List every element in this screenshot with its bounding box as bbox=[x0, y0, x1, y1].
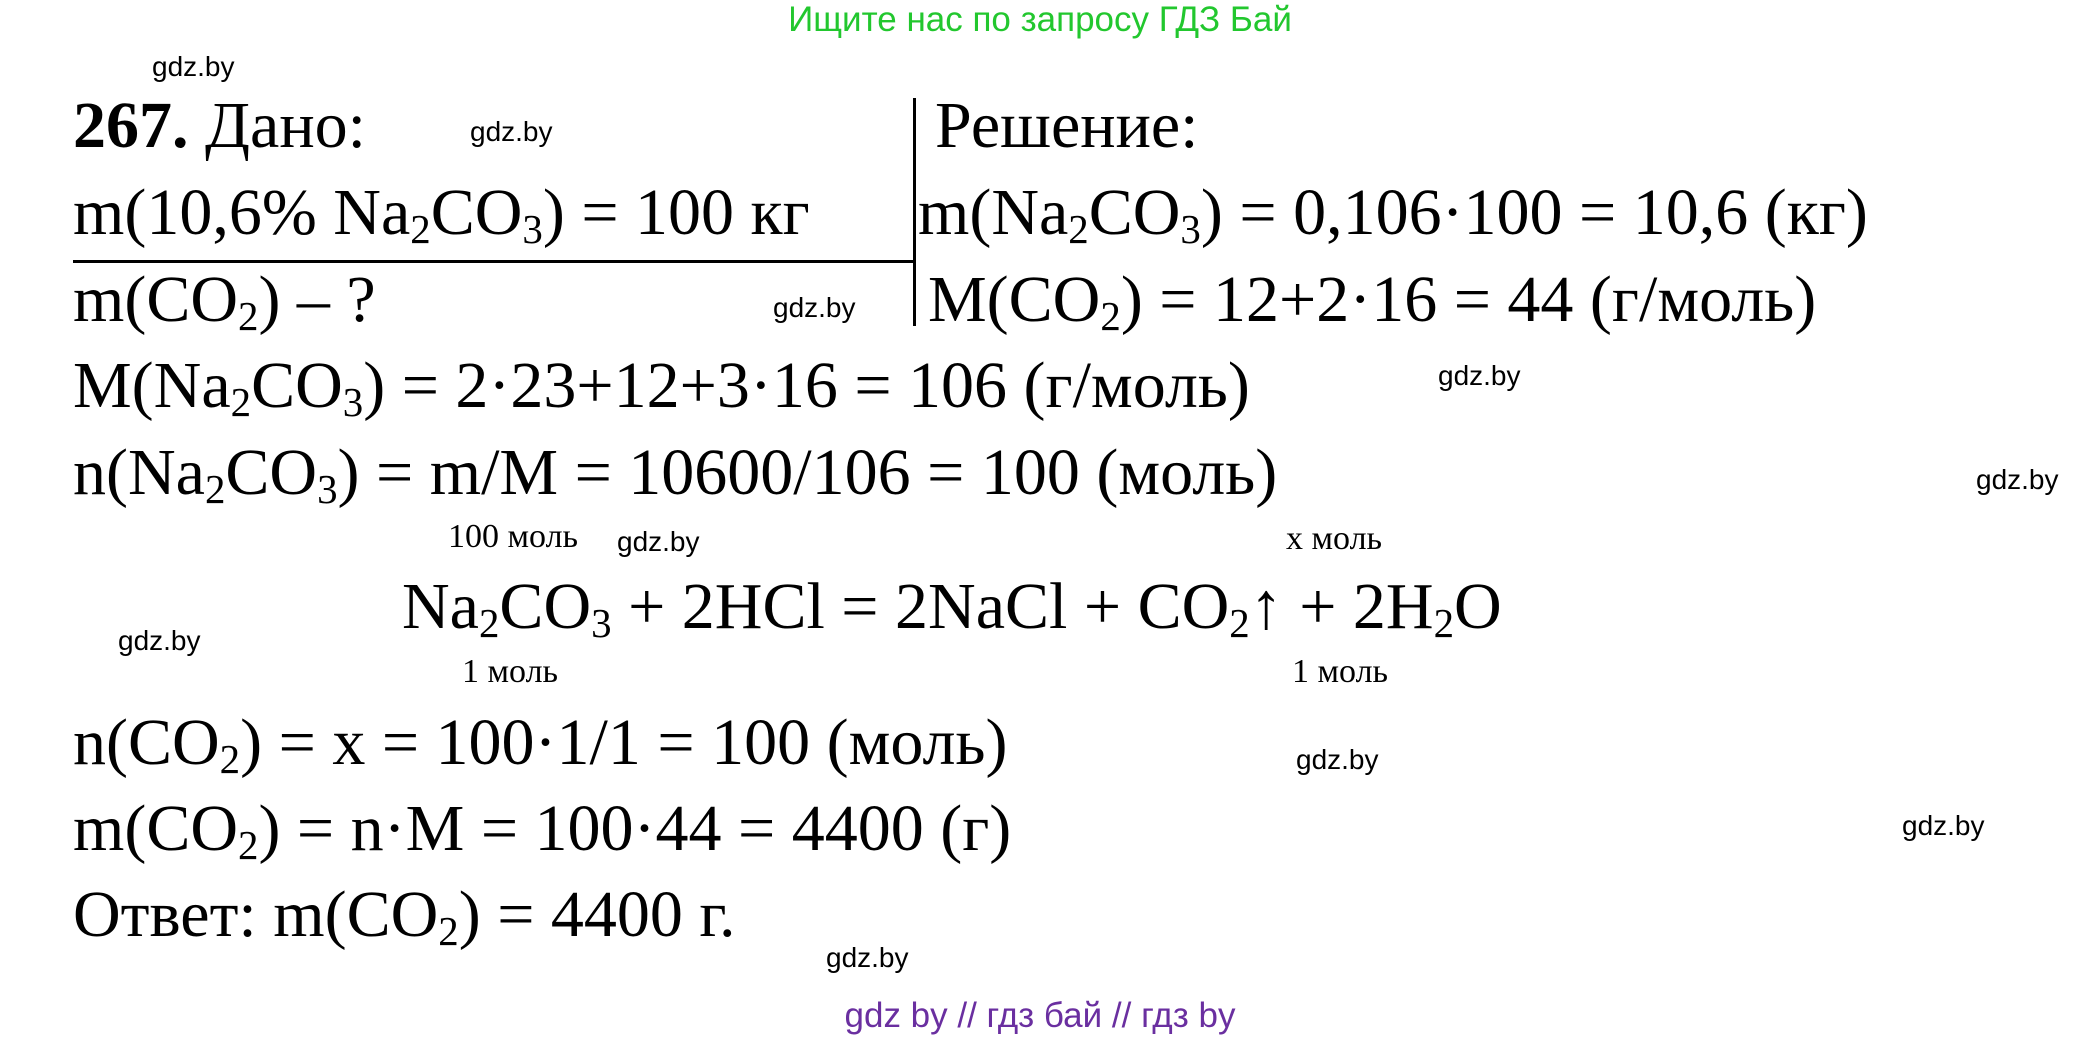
problem-number: 267. bbox=[73, 89, 189, 162]
find-co2: $m(CO_2)$ – ? bbox=[73, 263, 376, 339]
answer: Ответ: $m(CO_2) = 4400$ г. bbox=[73, 878, 736, 954]
given-label: Дано: bbox=[205, 89, 366, 162]
watermark: gdz.by bbox=[826, 942, 909, 973]
watermark: gdz.by bbox=[773, 292, 856, 323]
watermark: gdz.by bbox=[617, 526, 700, 557]
solution-label: Решение: bbox=[935, 89, 1199, 162]
reaction-equation: $Na_2CO_3 + 2HCl$ = 2NaCl + $CO_2↑ + 2H_2O$ bbox=[402, 570, 1502, 646]
reaction-below-left: 1 моль bbox=[462, 653, 559, 690]
watermark: gdz.by bbox=[152, 51, 235, 82]
top-banner: Ищите нас по запросу ГДЗ Бай bbox=[788, 0, 1292, 39]
solution-divider-vertical bbox=[913, 98, 916, 326]
molar-mass-co2: $M(CO_2) = 12+2\cdot 16 = 44$ (г/моль) bbox=[928, 263, 1817, 339]
moles-na2co3: $n(Na_2CO_3) = m/M = 10600/106 = 100$ (моль) bbox=[73, 436, 1278, 512]
moles-co2: $n(CO_2) = x = 100\cdot 1/1 = 100$ (моль) bbox=[73, 706, 1008, 782]
watermark: gdz.by bbox=[1296, 744, 1379, 775]
watermark: gdz.by bbox=[1902, 810, 1985, 841]
given-header bbox=[73, 89, 366, 162]
solution-mass-na2co3: $m(Na_2CO_3) = 0,106\cdot 100 = 10,6$ (кг) bbox=[918, 176, 1868, 252]
bottom-banner: gdz by // гдз бай // гдз by bbox=[844, 996, 1236, 1035]
watermark: gdz.by bbox=[1976, 464, 2059, 495]
molar-mass-na2co3: $M(Na_2CO_3) = 2\cdot 23+12+3\cdot 16 = 106$ (г/моль) bbox=[73, 349, 1250, 425]
given-mass: m(10,6% $Na_2CO_3) = 100$ кг bbox=[73, 176, 810, 252]
watermark: gdz.by bbox=[118, 625, 201, 656]
watermark: gdz.by bbox=[1438, 360, 1521, 391]
watermark: gdz.by bbox=[470, 116, 553, 147]
reaction-above-left: 100 моль bbox=[448, 518, 579, 555]
mass-co2: $m(CO_2) = n\cdot M = 100\cdot 44 = 4400$ (г) bbox=[73, 792, 1012, 868]
reaction-above-right: x моль bbox=[1286, 520, 1383, 557]
reaction-below-right: 1 моль bbox=[1292, 653, 1389, 690]
